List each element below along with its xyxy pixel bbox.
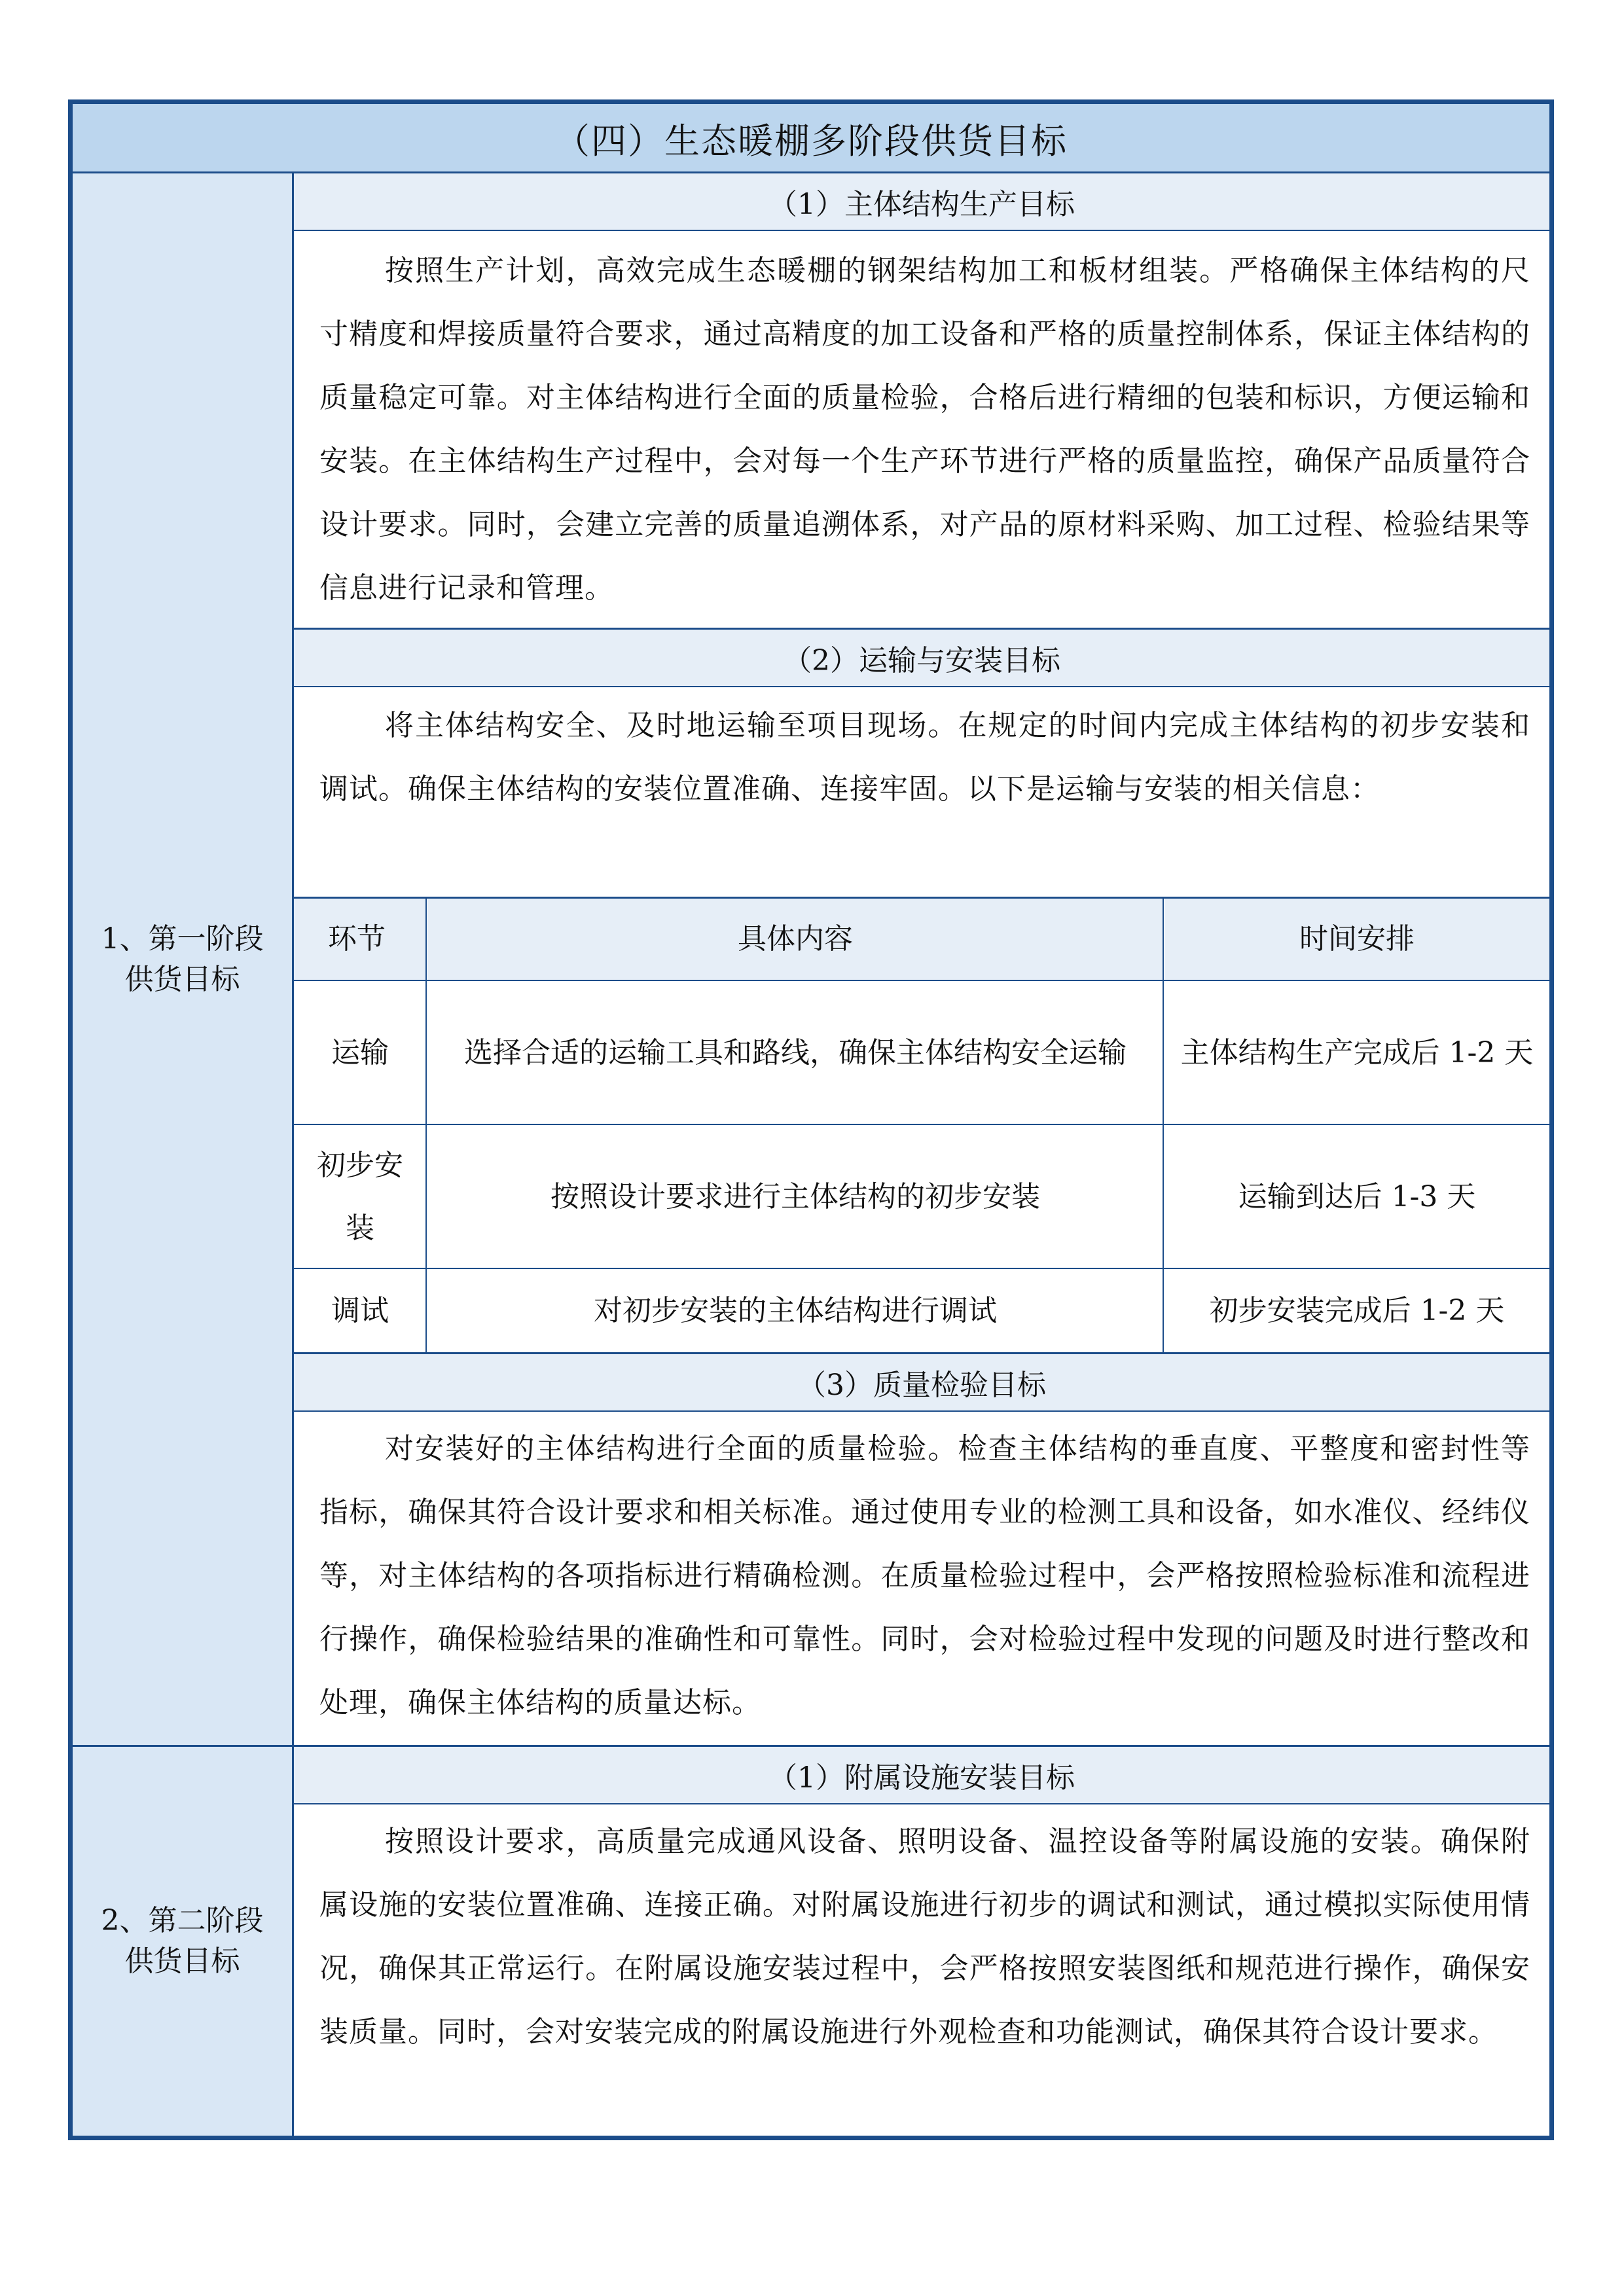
divider: [294, 1410, 1549, 1412]
divider: [294, 980, 1549, 981]
table-row-2-content: 按照设计要求进行主体结构的初步安装: [550, 1180, 1040, 1213]
th-schedule: 时间安排: [1164, 899, 1549, 980]
divider: [294, 230, 1549, 231]
stage1-sec1-text: 按照生产计划，高效完成生态暖棚的钢架结构加工和板材组装。严格确保主体结构的尺寸精度和焊接质量符合要求，通过高精度的加工设备和严格的质量控制体系，保证主体结构的质量稳定可靠。对主体结构进行全面的质量检验，合格后进行精细的包装和标识，方便运输和安装。在主体结构生产过程中，会对每一个生产环节进行严格的质量监控，确保产品质量符合设计要求。同时，会建立完善的质量追溯体系，对产品的原材料采购、加工过程、检验结果等信息进行记录和管理。: [319, 254, 1530, 605]
stage1-sec1-heading: （1）主体结构生产目标: [294, 173, 1549, 230]
table-title: （四）生态暖棚多阶段供货目标: [73, 104, 1549, 172]
stage2-label-cell: [73, 1747, 292, 2136]
divider: [1163, 899, 1164, 1352]
stage1-label: 1、第一阶段供货目标: [101, 922, 264, 996]
stage1-sec3-heading: （3）质量检验目标: [294, 1354, 1549, 1410]
stage1-sec2-heading: （2）运输与安装目标: [294, 630, 1549, 686]
divider: [294, 1268, 1549, 1269]
divider: [294, 1124, 1549, 1125]
th-content: 具体内容: [427, 899, 1163, 980]
table-row-2-stage: 初步安装: [317, 1149, 403, 1245]
table-row-1-stage: 运输: [331, 1036, 389, 1069]
stage1-sec3-text: 对安装好的主体结构进行全面的质量检验。检查主体结构的垂直度、平整度和密封性等指标，确保其符合设计要求和相关标准。通过使用专业的检测工具和设备，如水准仪、经纬仪等，对主体结构的各项指标进行精确检测。在质量检验过程中，会严格按照检验标准和流程进行操作，确保检验结果的准确性和可靠性。同时，会对检验过程中发现的问题及时进行整改和处理，确保主体结构的质量达标。: [319, 1432, 1530, 1719]
table-row-2-schedule: 运输到达后 1-3 天: [1238, 1180, 1476, 1213]
stage2-sec1-heading: （1）附属设施安装目标: [294, 1747, 1549, 1803]
stage2-label: 2、第二阶段供货目标: [101, 1904, 264, 1978]
table-row-3-schedule: 初步安装完成后 1-2 天: [1209, 1294, 1505, 1327]
th-stage: 环节: [294, 899, 426, 980]
stage1-sec2-text: 将主体结构安全、及时地运输至项目现场。在规定的时间内完成主体结构的初步安装和调试。确保主体结构的安装位置准确、连接牢固。以下是运输与安装的相关信息：: [319, 709, 1530, 806]
table-row-3-stage: 调试: [331, 1294, 389, 1327]
divider: [294, 686, 1549, 687]
stage1-label-cell: [73, 173, 292, 1745]
stage2-sec1-text: 按照设计要求，高质量完成通风设备、照明设备、温控设备等附属设施的安装。确保附属设施的安装位置准确、连接正确。对附属设施进行初步的调试和测试，通过模拟实际使用情况，确保其正常运行。在附属设施安装过程中，会严格按照安装图纸和规范进行操作，确保安装质量。同时，会对安装完成的附属设施进行外观检查和功能测试，确保其符合设计要求。: [319, 1825, 1530, 2049]
table-row-3-content: 对初步安装的主体结构进行调试: [594, 1294, 997, 1327]
divider: [294, 1803, 1549, 1804]
table-row-1-content: 选择合适的运输工具和路线，确保主体结构安全运输: [464, 1036, 1127, 1069]
divider: [425, 899, 427, 1352]
table-row-1-schedule: 主体结构生产完成后 1-2 天: [1180, 1036, 1534, 1069]
